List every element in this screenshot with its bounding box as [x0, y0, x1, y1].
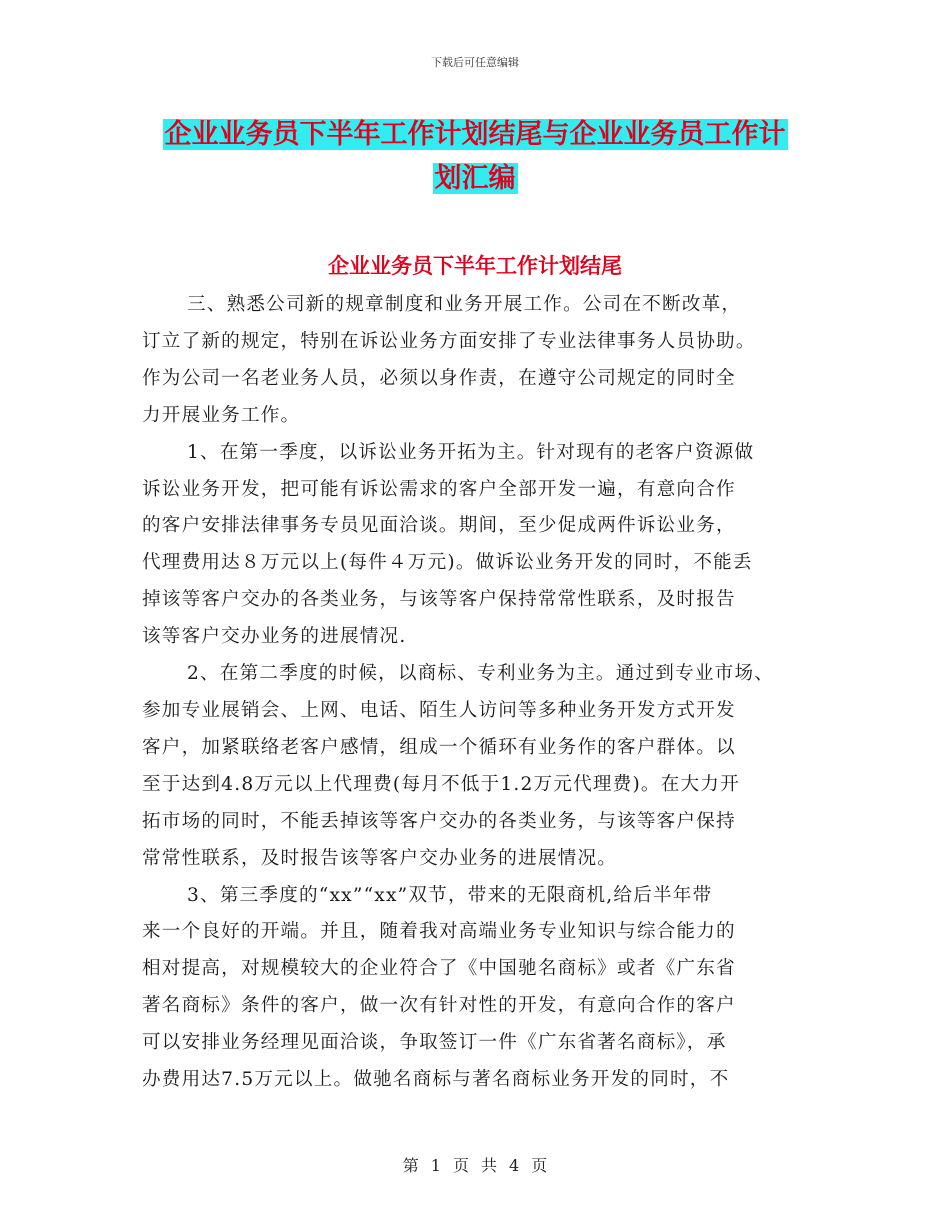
body-line: 著名商标》条件的客户，做一次有针对性的开发，有意向合作的客户 [142, 995, 736, 1017]
document-title-line-2 [0, 156, 950, 195]
body-line: 力开展业务工作。 [142, 404, 301, 426]
body-line: 可以安排业务经理见面洽谈，争取签订一件《广东省著名商标》，承 [142, 1032, 727, 1054]
body-line: 相对提高，对规模较大的企业符合了《中国驰名商标》或者《广东省 [142, 958, 736, 980]
page-footer [0, 1153, 950, 1176]
body-line: 三、熟悉公司新的规章制度和业务开展工作。公司在不断改革， [187, 294, 742, 315]
body-line: 1、在第一季度，以诉讼业务开拓为主。针对现有的老客户资源做 [187, 441, 755, 463]
footer-suffix: 页 [531, 1156, 548, 1175]
body-line: 订立了新的规定，特别在诉讼业务方面安排了专业法律事务人员协助。 [142, 330, 756, 352]
body-text [142, 287, 822, 1099]
title-highlight-1: 企业业务员下半年工作计划结尾与企业业务员工作计 [164, 119, 786, 150]
body-line: 诉讼业务开发，把可能有诉讼需求的客户全部开发一遍，有意向合作 [142, 478, 736, 500]
total-page-number: 4 [509, 1156, 520, 1175]
title-highlight-2: 划汇编 [434, 163, 516, 194]
footer-page-word: 页 [452, 1156, 469, 1175]
footer-total-word: 共 [481, 1156, 498, 1175]
body-line: 的客户安排法律事务专员见面洽谈。期间，至少促成两件诉讼业务， [142, 515, 736, 537]
body-line: 3、第三季度的“xx”“xx”双节，带来的无限商机,给后半年带 [187, 884, 713, 906]
body-line: 掉该等客户交办的各类业务，与该等客户保持常常性联系，及时报告 [142, 589, 736, 611]
body-line: 拓市场的同时，不能丢掉该等客户交办的各类业务，与该等客户保持 [142, 810, 736, 832]
section-heading: 企业业务员下半年工作计划结尾 [328, 254, 622, 278]
body-line: 代理费用达８万元以上(每件４万元)。做诉讼业务开发的同时，不能丢 [142, 552, 753, 574]
body-line: 参加专业展销会、上网、电话、陌生人访问等多种业务开发方式开发 [142, 699, 736, 721]
body-line: 2、在第二季度的时候，以商标、专利业务为主。通过到专业市场、 [187, 663, 775, 685]
body-line: 该等客户交办业务的进展情况. [142, 626, 407, 648]
footer-prefix: 第 [402, 1156, 419, 1175]
body-line: 客户，加紧联络老客户感情，组成一个循环有业务作的客户群体。以 [142, 736, 736, 758]
body-line: 办费用达7.5万元以上。做驰名商标与著名商标业务开发的同时，不 [142, 1069, 730, 1091]
current-page-number: 1 [430, 1156, 441, 1175]
document-title-line-1 [0, 112, 950, 151]
body-line: 来一个良好的开端。并且，随着我对高端业务专业知识与综合能力的 [142, 921, 736, 943]
page-header: 下载后可任意编辑 [431, 56, 519, 69]
body-line: 作为公司一名老业务人员，必须以身作责，在遵守公司规定的同时全 [142, 367, 736, 389]
body-line: 至于达到4.8万元以上代理费(每月不低于1.2万元代理费)。在大力开 [142, 773, 740, 795]
body-line: 常常性联系，及时报告该等客户交办业务的进展情况。 [142, 847, 618, 869]
